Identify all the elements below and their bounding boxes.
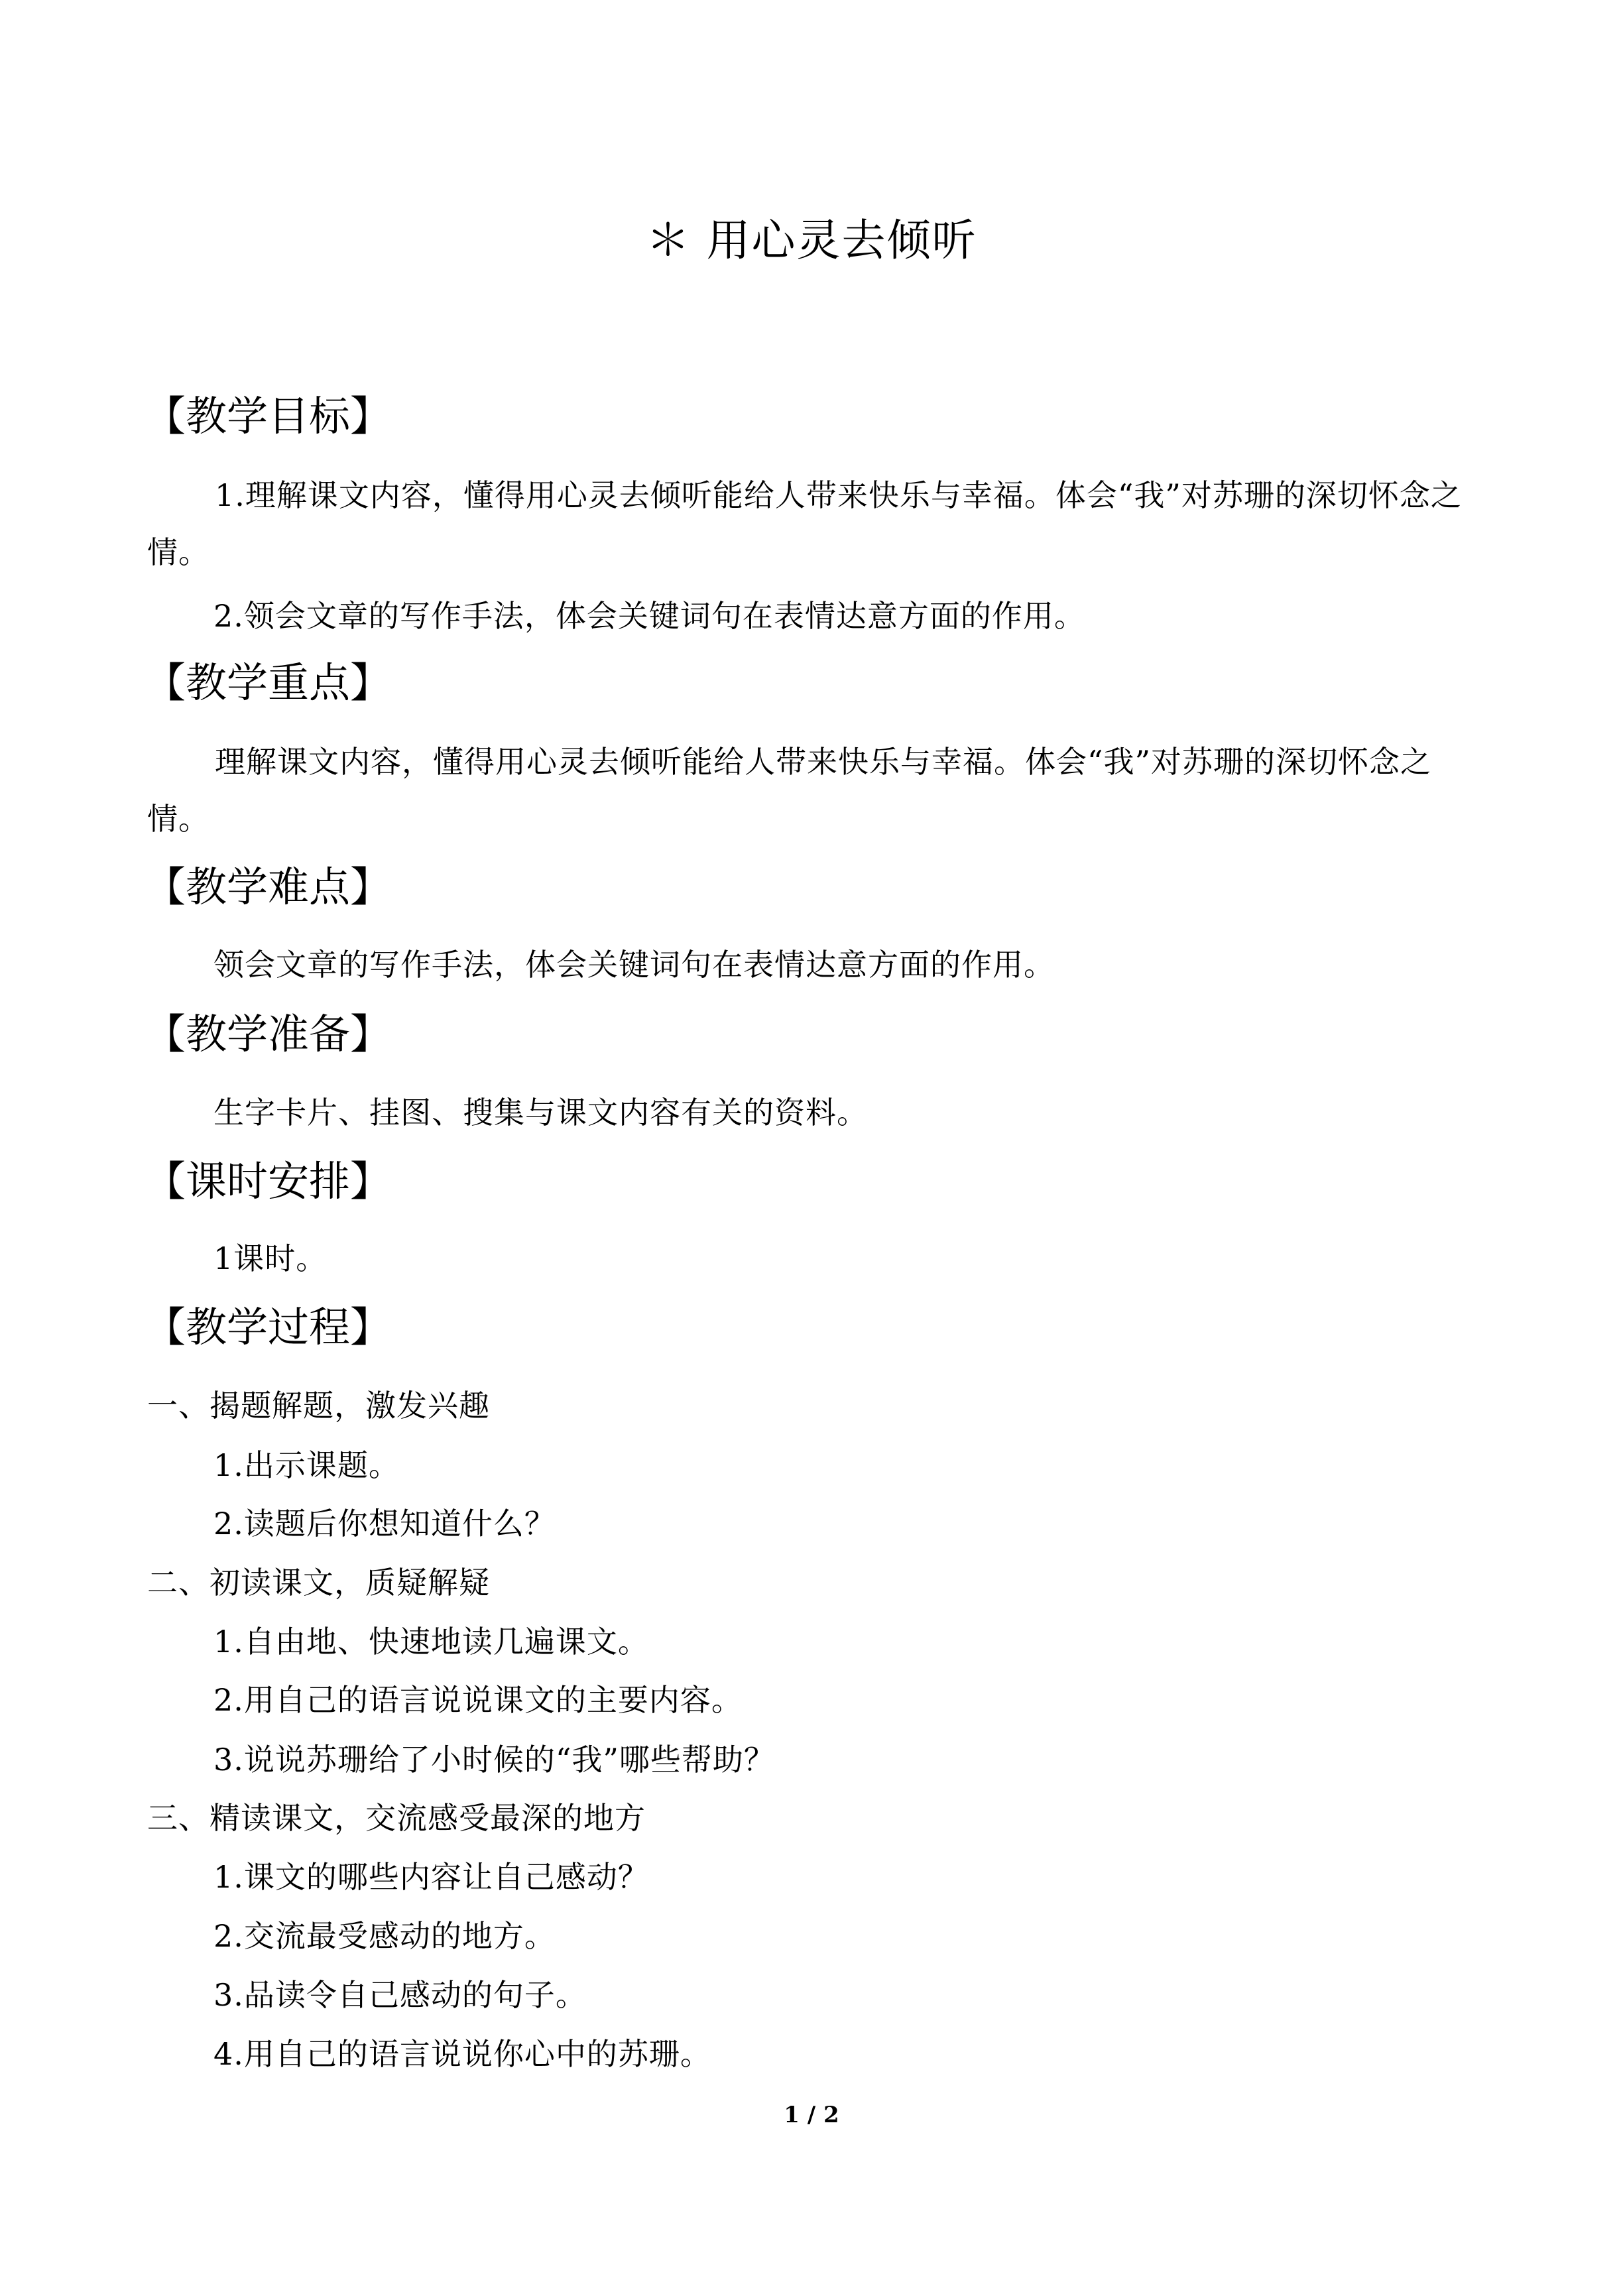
heading-objectives: 【教学目标】 xyxy=(145,392,392,440)
schedule-text: 1课时。 xyxy=(213,1240,328,1276)
heading-key-points: 【教学重点】 xyxy=(145,658,392,707)
objective-item-1: 1.理解课文内容，懂得用心灵去倾听能给人带来快乐与幸福。体会“我”对苏珊的深切怀念之情。 xyxy=(147,477,1462,570)
process-step-2-item-3: 3.说说苏珊给了小时候的“我”哪些帮助？ xyxy=(213,1742,775,1778)
process-step-2-item-2: 2.用自己的语言说说课文的主要内容。 xyxy=(213,1682,743,1718)
process-step-3-item-4: 4.用自己的语言说说你心中的苏珊。 xyxy=(213,2036,711,2072)
difficulties-text: 领会文章的写作手法，体会关键词句在表情达意方面的作用。 xyxy=(213,947,1055,983)
process-step-1-item-2: 2.读题后你想知道什么？ xyxy=(213,1506,556,1541)
process-step-1-title: 一、揭题解题，激发兴趣 xyxy=(147,1388,490,1423)
heading-schedule: 【课时安排】 xyxy=(145,1157,392,1205)
key-points-text: 理解课文内容，懂得用心灵去倾听能给人带来快乐与幸福。体会“我”对苏珊的深切怀念之情。 xyxy=(147,744,1432,837)
process-step-1-item-1: 1.出示课题。 xyxy=(213,1447,400,1483)
page-title: ＊ 用心灵去倾听 xyxy=(646,215,977,266)
process-step-3-item-2: 2.交流最受感动的地方。 xyxy=(213,1918,556,1954)
objective-item-2: 2.领会文章的写作手法，体会关键词句在表情达意方面的作用。 xyxy=(213,598,1085,634)
heading-difficulties: 【教学难点】 xyxy=(145,863,392,911)
preparation-text: 生字卡片、挂图、搜集与课文内容有关的资料。 xyxy=(213,1095,868,1130)
process-step-3-item-3: 3.品读令自己感动的句子。 xyxy=(213,1977,587,2013)
heading-preparation: 【教学准备】 xyxy=(145,1010,392,1058)
process-step-3-item-1: 1.课文的哪些内容让自己感动？ xyxy=(213,1859,649,1895)
process-step-3-title: 三、精读课文，交流感受最深的地方 xyxy=(147,1800,646,1836)
heading-process: 【教学过程】 xyxy=(145,1303,392,1351)
process-step-2-item-1: 1.自由地、快速地读几遍课文。 xyxy=(213,1624,649,1660)
process-step-2-title: 二、初读课文，质疑解疑 xyxy=(147,1565,490,1601)
page-number: 1 / 2 xyxy=(784,2102,839,2128)
